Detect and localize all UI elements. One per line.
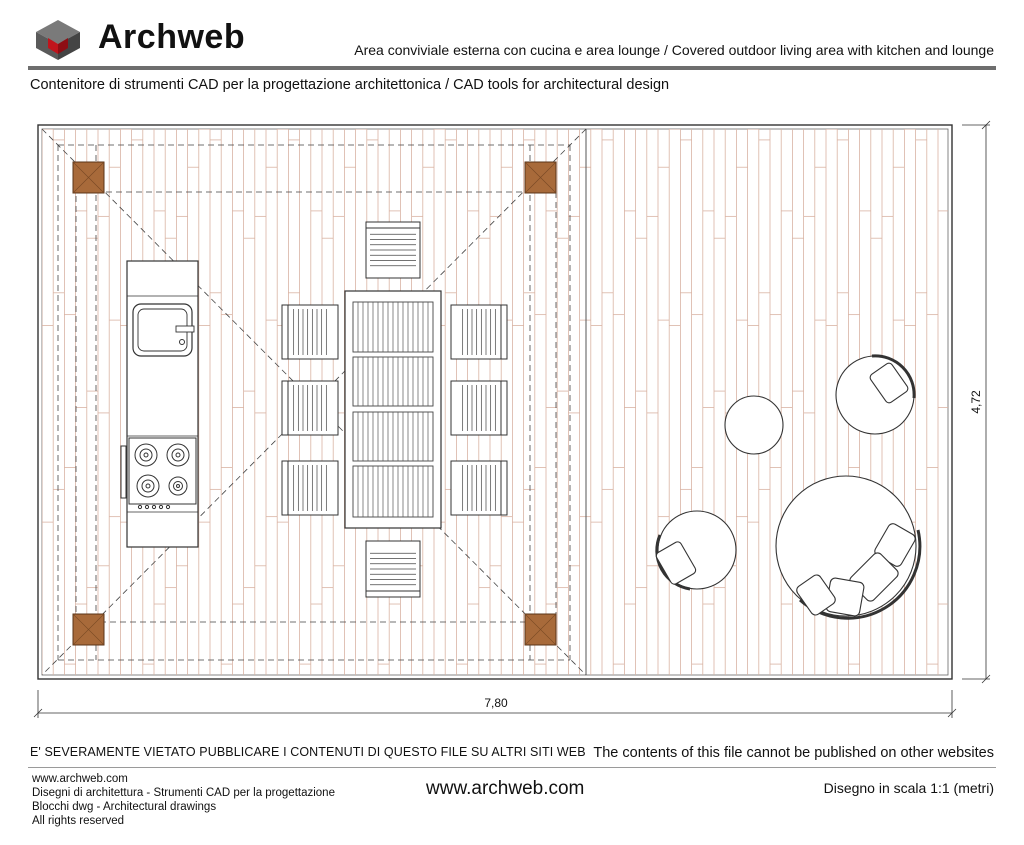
pergola-post-icon	[73, 614, 104, 645]
footer-divider	[28, 767, 996, 768]
chair-icon	[451, 381, 507, 435]
footer-line-blocks: Blocchi dwg - Architectural drawings	[32, 801, 217, 813]
chair-icon	[451, 305, 507, 359]
pergola-post-icon	[525, 614, 556, 645]
chair-icon	[282, 305, 338, 359]
footer-line-site[interactable]: www.archweb.com	[32, 773, 128, 785]
dining-table	[345, 291, 441, 528]
pergola-post-icon	[73, 162, 104, 193]
side-table	[725, 396, 783, 454]
kitchen-island	[121, 261, 198, 547]
width-dimension-label: 7,80	[484, 696, 508, 710]
chair-icon	[282, 381, 338, 435]
scale-note: Disegno in scala 1:1 (metri)	[823, 780, 994, 796]
footer-line-drawings: Disegni di architettura - Strumenti CAD per la progettazione	[32, 787, 335, 799]
lounge-armchair-left	[655, 511, 736, 589]
website-link[interactable]: www.archweb.com	[426, 778, 585, 799]
brand-name: Archweb	[98, 18, 246, 56]
chair-icon	[282, 461, 338, 515]
chair-icon	[366, 222, 420, 278]
lounge-armchair-top	[836, 356, 914, 434]
notice-italian: E' SEVERAMENTE VIETATO PUBBLICARE I CONTENUTI DI QUESTO FILE SU ALTRI SITI WEB	[30, 745, 586, 759]
lounge-area	[655, 356, 920, 618]
drawing-subtitle: Contenitore di strumenti CAD per la progettazione architettonica / CAD tools for architectural design	[30, 77, 670, 93]
sink-icon	[133, 304, 194, 356]
chair-icon	[451, 461, 507, 515]
footer-line-rights: All rights reserved	[32, 815, 125, 827]
notice-english: The contents of this file cannot be published on other websites	[593, 745, 994, 761]
drawing-title: Area conviviale esterna con cucina e area lounge / Covered outdoor living area with kitchen and lounge	[354, 42, 994, 58]
chair-icon	[366, 541, 420, 597]
height-dimension-label: 4,72	[969, 390, 983, 414]
lounge-round-sofa	[776, 476, 920, 618]
pergola-post-icon	[525, 162, 556, 193]
